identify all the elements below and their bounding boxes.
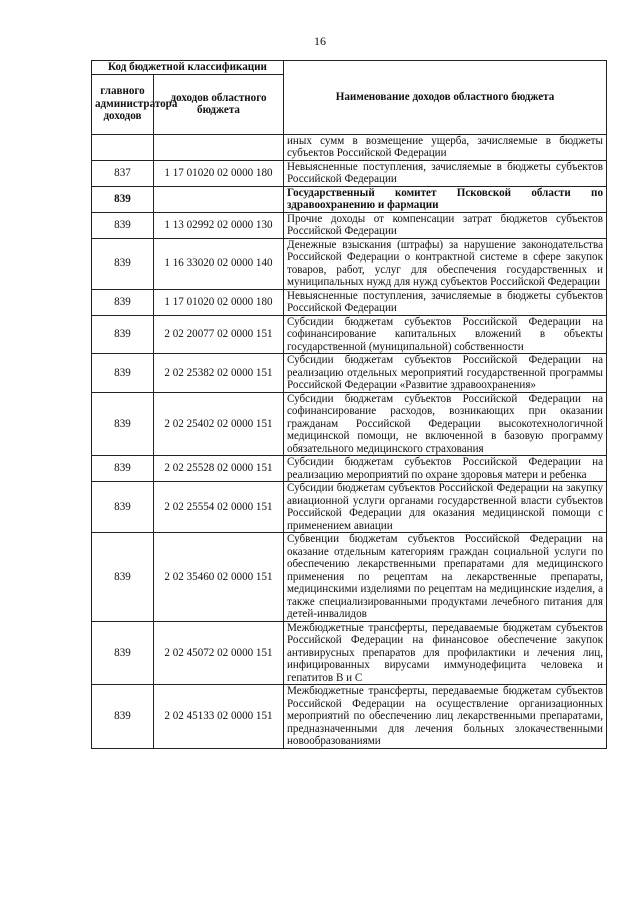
table-row xyxy=(92,315,607,354)
header-group-classification-code: Код бюджетной классификации xyxy=(92,61,284,75)
revenue-code-cell: 1 16 33020 02 0000 140 xyxy=(154,238,284,289)
table-row xyxy=(92,134,607,160)
header-revenue-name: Наименование доходов областного бюджета xyxy=(284,61,607,135)
budget-classification-table xyxy=(91,60,607,749)
revenue-code-cell: 2 02 20077 02 0000 151 xyxy=(154,315,284,354)
revenue-name-cell: Межбюджетные трансферты, передаваемые бюджетам субъектов Российской Федерации на финансовое обеспечение закупок антивирусных препаратов для профилактики и лечения лиц, инфицированных вирусами иммунодефицита человека и гепатитов B и C xyxy=(284,621,607,685)
admin-code-cell: 839 xyxy=(92,289,154,315)
revenue-name-cell: Невыясненные поступления, зачисляемые в бюджеты субъектов Российской Федерации xyxy=(284,289,607,315)
revenue-name-cell: Прочие доходы от компенсации затрат бюджетов субъектов Российской Федерации xyxy=(284,212,607,238)
admin-code-cell: 839 xyxy=(92,354,154,393)
admin-code-cell: 839 xyxy=(92,482,154,533)
revenue-code-cell: 1 13 02992 02 0000 130 xyxy=(154,212,284,238)
revenue-name-cell: Субсидии бюджетам субъектов Российской Федерации на реализацию мероприятий по охране здоровья матери и ребенка xyxy=(284,456,607,482)
header-regional-budget-revenue: доходов областного бюджета xyxy=(154,74,284,134)
table-row xyxy=(92,186,607,212)
admin-code-cell: 839 xyxy=(92,238,154,289)
table-row xyxy=(92,533,607,622)
revenue-name-cell: Субвенции бюджетам субъектов Российской Федерации на оказание отдельным категориям граждан социальной услуги по обеспечению лекарственными препаратами для медицинского применения по рецептам на лекарственные препараты, медицинскими изделиями по рецептам на медицинские изделия, а также специализированными продуктами лечебного питания для детей-инвалидов xyxy=(284,533,607,622)
revenue-code-cell: 2 02 25528 02 0000 151 xyxy=(154,456,284,482)
revenue-name-cell: Субсидии бюджетам субъектов Российской Федерации на софинансирование расходов, возникающих при оказании гражданам Российской Федерации высокотехнологичной медицинской помощи, не включенной в базовую программу обязательного медицинского страхования xyxy=(284,392,607,456)
revenue-code-cell: 2 02 25554 02 0000 151 xyxy=(154,482,284,533)
revenue-code-cell: 1 17 01020 02 0000 180 xyxy=(154,160,284,186)
revenue-name-cell: иных сумм в возмещение ущерба, зачисляемые в бюджеты субъектов Российской Федерации xyxy=(284,134,607,160)
admin-code-cell xyxy=(92,134,154,160)
admin-code-cell: 839 xyxy=(92,212,154,238)
revenue-code-cell: 2 02 25402 02 0000 151 xyxy=(154,392,284,456)
page-number: 16 xyxy=(314,34,326,48)
revenue-code-cell: 2 02 25382 02 0000 151 xyxy=(154,354,284,393)
table-row xyxy=(92,456,607,482)
header-chief-administrator: главного администратора доходов xyxy=(92,74,154,134)
revenue-name-cell: Денежные взыскания (штрафы) за нарушение законодательства Российской Федерации о контрактной системе в сфере закупок товаров, работ, услуг для обеспечения государственных и муниципальных нужд для нужд субъектов Российской Федерации xyxy=(284,238,607,289)
revenue-name-cell: Субсидии бюджетам субъектов Российской Федерации на реализацию отдельных мероприятий государственной программы Российской Федерации «Развитие здравоохранения» xyxy=(284,354,607,393)
revenue-code-cell: 2 02 45133 02 0000 151 xyxy=(154,685,284,749)
revenue-code-cell: 2 02 35460 02 0000 151 xyxy=(154,533,284,622)
admin-code-cell: 839 xyxy=(92,186,154,212)
table-row xyxy=(92,482,607,533)
revenue-code-cell: 1 17 01020 02 0000 180 xyxy=(154,289,284,315)
revenue-name-cell: Субсидии бюджетам субъектов Российской Федерации на софинансирование капитальных вложений в объекты государственной (муниципальной) собственности xyxy=(284,315,607,354)
table-row xyxy=(92,392,607,456)
revenue-name-cell: Невыясненные поступления, зачисляемые в бюджеты субъектов Российской Федерации xyxy=(284,160,607,186)
admin-code-cell: 839 xyxy=(92,533,154,622)
table-row xyxy=(92,685,607,749)
table-row xyxy=(92,212,607,238)
table-row xyxy=(92,289,607,315)
revenue-code-cell: 2 02 45072 02 0000 151 xyxy=(154,621,284,685)
admin-code-cell: 839 xyxy=(92,392,154,456)
revenue-name-cell: Государственный комитет Псковской области по здравоохранению и фармации xyxy=(284,186,607,212)
admin-code-cell: 839 xyxy=(92,685,154,749)
admin-code-cell: 839 xyxy=(92,621,154,685)
revenue-name-cell: Субсидии бюджетам субъектов Российской Федерации на закупку авиационной услуги органами государственной власти субъектов Российской Федерации для оказания медицинской помощи с применением авиации xyxy=(284,482,607,533)
table-row xyxy=(92,621,607,685)
table-row xyxy=(92,354,607,393)
revenue-code-cell xyxy=(154,186,284,212)
table-row xyxy=(92,160,607,186)
table-body xyxy=(92,134,607,748)
admin-code-cell: 837 xyxy=(92,160,154,186)
revenue-name-cell: Межбюджетные трансферты, передаваемые бюджетам субъектов Российской Федерации на осуществление организационных мероприятий по обеспечению лиц лекарственными препаратами, предназначенными для лечения больных злокачественными новообразованиями xyxy=(284,685,607,749)
revenue-code-cell xyxy=(154,134,284,160)
admin-code-cell: 839 xyxy=(92,315,154,354)
admin-code-cell: 839 xyxy=(92,456,154,482)
table-row xyxy=(92,238,607,289)
